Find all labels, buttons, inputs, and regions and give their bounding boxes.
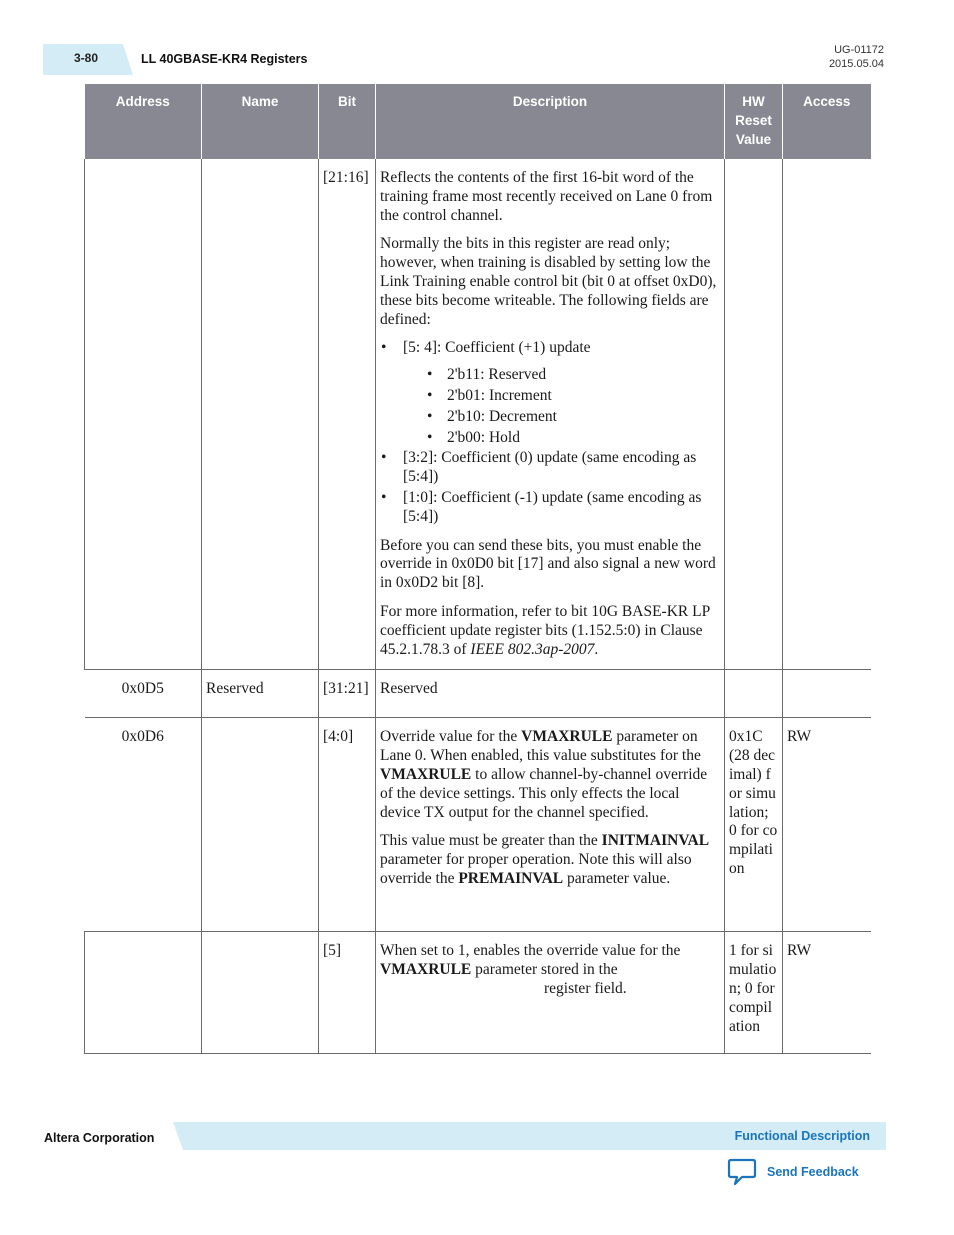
section-title: LL 40GBASE-KR4 Registers	[141, 52, 308, 66]
description-paragraph	[380, 603, 720, 659]
field-item: • [1:0]: Coefficient (-1) update (same encoding as [5:4])	[403, 489, 720, 527]
table-row	[85, 932, 871, 1054]
column-header-address: Address	[85, 84, 202, 159]
send-feedback-link[interactable]	[727, 1158, 859, 1186]
cell-address	[85, 932, 202, 1054]
cell-access	[783, 159, 871, 670]
column-header-description: Description	[376, 84, 725, 159]
text-run: parameter stored in the	[471, 961, 618, 979]
field-item: • [3:2]: Coefficient (0) update (same encoding as [5:4])	[403, 449, 720, 487]
cell-name	[202, 159, 319, 670]
cell-address: 0x0D6	[85, 718, 202, 932]
description-paragraph	[380, 942, 720, 980]
cell-bit: [21:16]	[319, 159, 376, 670]
description-paragraph: Before you can send these bits, you must enable the override in 0x0D0 bit [17] and also signal a new word in 0x0D2 bit [8].	[380, 536, 716, 592]
encoding-list	[403, 366, 720, 447]
encoding-item: • 2'b11: Reserved	[447, 366, 720, 385]
cell-reset-value	[725, 670, 783, 718]
description-paragraph	[380, 728, 720, 822]
cell-reset-value	[725, 159, 783, 670]
encoding-item: • 2'b01: Increment	[447, 387, 720, 406]
table-header	[85, 84, 871, 159]
page-number: 3-80	[74, 51, 99, 65]
cell-address	[85, 159, 202, 670]
text-run: parameter for proper operation. Note this will also override the	[380, 851, 692, 887]
company-name: Altera Corporation	[44, 1131, 155, 1145]
register-table	[84, 84, 871, 1054]
cell-name: Reserved	[202, 670, 319, 718]
doc-number: UG-01172	[834, 44, 884, 56]
column-header-bit: Bit	[319, 84, 376, 159]
speech-bubble-icon	[727, 1158, 757, 1186]
parameter-name: VMAXRULE	[521, 728, 613, 746]
text-run: parameter value.	[563, 869, 671, 887]
description-paragraph: register field.	[544, 979, 627, 997]
cell-access: RW	[783, 718, 871, 932]
parameter-name: INITMAINVAL	[601, 832, 710, 850]
field-item-text: [5: 4]: Coefficient (+1) update	[403, 339, 591, 357]
cell-reset-value: 1 for simulation; 0 for compilation	[725, 932, 783, 1054]
cell-reset-value: 0x1C (28 decimal) for simulation; 0 for compilation	[725, 718, 783, 932]
parameter-name: VMAXRULE	[380, 961, 472, 979]
functional-description-link[interactable]: Functional Description	[734, 1129, 870, 1143]
parameter-name: PREMAINVAL	[458, 869, 564, 887]
doc-date: 2015.05.04	[828, 58, 884, 70]
cell-name	[202, 718, 319, 932]
table-row	[85, 718, 871, 932]
cell-bit: [31:21]	[319, 670, 376, 718]
column-header-name: Name	[202, 84, 319, 159]
description-paragraph	[380, 832, 720, 888]
cell-bit: [4:0]	[319, 718, 376, 932]
cell-description	[376, 932, 725, 1054]
text-run: to allow channel-by-channel override of the device settings. This only effects the local device TX output for the channel specified.	[380, 765, 708, 821]
table-row	[85, 159, 871, 670]
standard-reference: IEEE 802.3ap-2007	[470, 640, 595, 658]
cell-description	[376, 159, 725, 670]
field-list	[380, 339, 720, 526]
cell-address: 0x0D5	[85, 670, 202, 718]
parameter-name: VMAXRULE	[380, 765, 472, 783]
column-header-access: Access	[783, 84, 871, 159]
cell-description: Reserved	[376, 670, 725, 718]
send-feedback-label[interactable]: Send Feedback	[767, 1165, 859, 1179]
text-run: Override value for the	[380, 728, 522, 746]
column-header-reset-value: HW Reset Value	[725, 84, 783, 159]
field-item	[403, 339, 720, 447]
document-id	[829, 43, 884, 71]
description-paragraph: Reflects the contents of the first 16-bit word of the training frame most recently received on Lane 0 from the control channel.	[380, 169, 713, 224]
description-paragraph: Normally the bits in this register are read only; however, when training is disabled by setting low the Link Training enable control bit (bit 0 at offset 0xD0), these bits become writeable. The following fields are defined:	[380, 235, 717, 328]
text-run: This value must be greater than the	[380, 832, 602, 850]
text-run: .	[594, 640, 599, 658]
cell-bit: [5]	[319, 932, 376, 1054]
text-run: parameter on Lane 0. When enabled, this value substitutes for the	[380, 728, 701, 765]
text-run: For more information, refer to bit 10G BASE-KR LP coefficient update register bits (1.152.5:0) in Clause 45.2.1.78.3 of	[380, 602, 710, 658]
cell-access: RW	[783, 932, 871, 1054]
cell-access	[783, 670, 871, 718]
table-row	[85, 670, 871, 718]
encoding-item: • 2'b10: Decrement	[447, 408, 720, 427]
encoding-item: • 2'b00: Hold	[447, 429, 720, 448]
text-run: When set to 1, enables the override value for the	[380, 942, 681, 960]
cell-name	[202, 932, 319, 1054]
cell-description	[376, 718, 725, 932]
